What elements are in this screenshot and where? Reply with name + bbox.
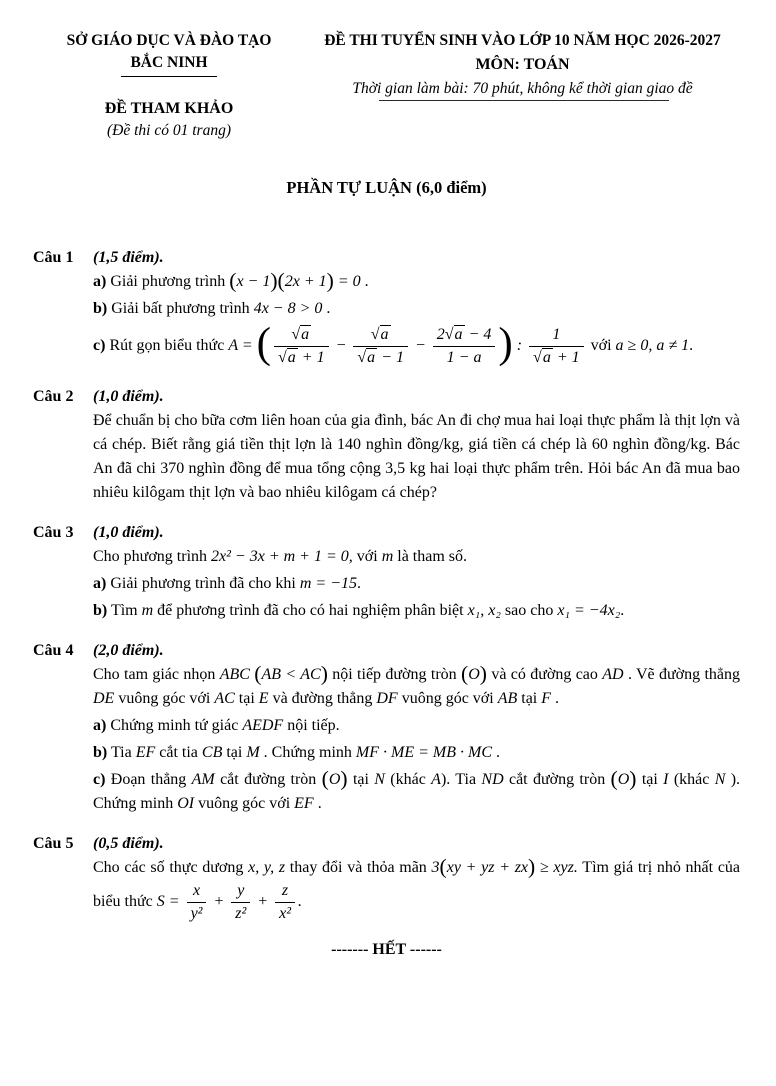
math-segment: + 1 (552, 349, 580, 366)
text-segment: vuông góc với (114, 690, 215, 707)
math-segment: DE (93, 690, 115, 707)
question-label: Câu 3 (33, 524, 74, 541)
question-body (93, 521, 740, 623)
math-segment: = 0 (333, 273, 361, 290)
text-segment: . (492, 744, 501, 761)
math-segment: x, y, z (248, 859, 286, 876)
math-paren: ( (256, 320, 271, 368)
fraction-numerator (353, 325, 408, 347)
question-points: (0,5 điểm). (93, 835, 164, 852)
fraction-denominator (231, 903, 250, 924)
question-body (93, 246, 740, 369)
question-points: (1,5 điểm). (93, 249, 164, 266)
math-segment: OI (177, 795, 195, 812)
math-segment: m = −15 (299, 575, 358, 592)
math-segment: 2 (436, 326, 445, 343)
fraction (275, 881, 295, 924)
math-segment: N (714, 771, 726, 788)
radicand: a (380, 326, 389, 343)
question-body (93, 385, 740, 505)
math-paren: ) (498, 320, 513, 368)
header-left-block (33, 30, 305, 142)
text-segment: với (586, 337, 616, 355)
question-line (93, 741, 740, 765)
math-segment: AB (497, 690, 518, 707)
math-segment: EF (135, 744, 156, 761)
header-right-block (305, 30, 740, 101)
question-body (93, 832, 740, 925)
item-marker: a) (93, 273, 107, 290)
math-segment: AD (602, 666, 624, 683)
question-line (93, 320, 740, 369)
math-paren: ) (270, 268, 278, 293)
question-line (93, 714, 740, 738)
province-name: BẮC NINH (121, 52, 216, 77)
item-marker: c) (93, 771, 106, 788)
text-segment: Tìm (107, 602, 142, 619)
math-segment: − 1 (377, 349, 404, 366)
math-segment: + (253, 893, 273, 911)
fraction (231, 881, 250, 924)
text-segment: cắt tia (155, 744, 202, 761)
text-segment: tại (636, 771, 664, 788)
text-segment: vuông góc với (194, 795, 295, 812)
text-segment: . (357, 575, 362, 592)
math-segment: y² (190, 905, 203, 922)
province-name-wrap (33, 52, 305, 77)
math-segment: AM (191, 771, 215, 788)
text-segment: và có đường cao (486, 666, 603, 683)
text-segment: cắt đường tròn (503, 771, 611, 788)
text-segment: (khác (668, 771, 715, 788)
question-label: Câu 2 (33, 388, 74, 405)
text-segment: Giải phương trình đã cho khi (106, 575, 300, 592)
fraction (187, 881, 207, 924)
fraction-numerator (275, 881, 295, 903)
question-line (93, 297, 740, 321)
math-segment: A (431, 771, 441, 788)
fraction-numerator (433, 325, 496, 347)
math-paren: ( (610, 766, 618, 791)
math-segment: x − 1 (236, 273, 271, 290)
fraction (433, 325, 496, 368)
text-segment: Rút gọn biểu thức (105, 337, 229, 355)
math-segment: ABC (219, 666, 250, 683)
fraction (529, 325, 584, 368)
text-segment: nội tiếp đường tròn (327, 666, 461, 683)
math-segment: 2x² − 3x + m + 1 = 0, (211, 548, 353, 565)
text-segment: thay đổi và thỏa mãn (285, 859, 432, 876)
question-line (93, 768, 740, 816)
text-segment: Để chuẩn bị cho bữa cơm liên hoan của gia đình, bác An đi chợ mua hai loại thực phẩm là thịt lợn và cá chép. Biết rằng giá tiền thịt lợn là 140 nghìn đồng/kg, giá tiền cá chép là 60 nghìn đồng/kg. Bác An đã chi 370 nghìn đồng để mua tổng cộng 3,5 kg hai loại thực phẩm trên. Hỏi bác An đã mua bao nhiêu kilôgam thịt lợn và bao nhiêu kilôgam cá chép? (93, 412, 740, 501)
text-segment: tại (347, 771, 375, 788)
math-segment: 1 − a (446, 349, 482, 366)
text-segment: (khác (384, 771, 432, 788)
math-segment: N (374, 771, 385, 788)
item-marker: b) (93, 744, 108, 761)
text-segment: Giải phương trình (106, 273, 230, 290)
math-segment: y (237, 882, 245, 899)
item-marker: a) (93, 717, 107, 734)
duration-underline (379, 100, 668, 101)
question-line (93, 856, 740, 925)
exam-title: ĐỀ THI TUYỂN SINH VÀO LỚP 10 NĂM HỌC 2026-2027 (324, 32, 721, 49)
math-segment: + 1 (297, 349, 325, 366)
math-segment: x₁ = −4x₂ (557, 602, 621, 619)
text-segment: sao cho (500, 602, 558, 619)
question-body (93, 639, 740, 816)
text-segment: . Vẽ đường thẳng (623, 666, 741, 683)
question (33, 246, 740, 369)
radical-sign: √ (533, 349, 542, 366)
math-segment: AC (214, 690, 235, 707)
radical-sign: √ (291, 326, 301, 343)
fraction-numerator (529, 325, 584, 347)
question (33, 521, 740, 623)
text-segment: là tham số. (393, 548, 468, 565)
math-segment: a ≥ 0, a ≠ 1 (615, 337, 690, 355)
item-marker: a) (93, 575, 107, 592)
fraction-denominator (433, 347, 496, 368)
text-segment: tại (517, 690, 542, 707)
sqrt-expression (445, 325, 465, 343)
math-segment: A = (228, 337, 257, 355)
exam-duration (352, 78, 692, 101)
exam-type: ĐỀ THAM KHẢO (104, 100, 234, 117)
math-paren: ( (229, 268, 237, 293)
radicand: a (287, 349, 296, 366)
text-segment: . Chứng minh (259, 744, 356, 761)
math-segment: O (468, 666, 480, 683)
math-paren: ( (439, 854, 447, 879)
text-segment: Đoạn thẳng (105, 771, 192, 788)
question (33, 385, 740, 505)
question-line (93, 545, 740, 569)
text-segment: để phương trình đã cho có hai nghiệm phân biệt (153, 602, 468, 619)
question-points: (1,0 điểm). (93, 524, 164, 541)
question-label: Câu 4 (33, 642, 74, 659)
math-segment: M (246, 744, 260, 761)
text-segment: nội tiếp. (283, 717, 340, 734)
math-paren: ) (528, 854, 536, 879)
math-paren: ) (340, 766, 348, 791)
fraction-denominator (274, 347, 329, 368)
math-segment: AEDF (242, 717, 284, 734)
math-segment: 3 (431, 859, 440, 876)
math-segment: . (298, 893, 302, 911)
text-segment: với (352, 548, 382, 565)
math-segment: xy + yz + zx (446, 859, 529, 876)
end-marker: ------- HẾT ------ (331, 941, 442, 958)
text-segment: Giải bất phương trình (107, 300, 254, 317)
math-paren: ( (254, 661, 262, 686)
text-segment: ). Tia (440, 771, 482, 788)
radical-sign: √ (370, 326, 380, 343)
math-paren: ) (326, 268, 334, 293)
exam-duration-text: Thời gian làm bài: 70 phút, không kể thời gian giao đề (352, 80, 693, 97)
math-segment: EF (294, 795, 314, 812)
math-segment: F (541, 690, 552, 707)
question (33, 639, 740, 816)
math-segment: : (512, 337, 527, 355)
math-segment: x₁, x₂ (467, 602, 501, 619)
math-segment: 1 (552, 326, 561, 343)
page-count-note: (Đề thi có 01 trang) (107, 122, 231, 139)
text-segment: Tìm giá trị nhỏ nhất của biểu thức (93, 859, 741, 911)
text-segment: . (322, 300, 331, 317)
math-segment: AB < AC (261, 666, 321, 683)
fraction-denominator (275, 903, 295, 924)
item-marker: b) (93, 602, 108, 619)
math-segment: m (141, 602, 154, 619)
sqrt-expression (533, 348, 553, 366)
exam-header (33, 30, 740, 142)
department-name: SỞ GIÁO DỤC VÀ ĐÀO TẠO (66, 32, 272, 49)
math-paren: ( (277, 268, 285, 293)
text-segment: tại (234, 690, 259, 707)
text-segment: tại (222, 744, 247, 761)
text-segment: Cho tam giác nhọn (93, 666, 220, 683)
fraction-denominator (529, 347, 584, 368)
math-segment: z² (235, 905, 247, 922)
radical-sign: √ (357, 349, 367, 366)
sqrt-expression (278, 348, 298, 366)
fraction-numerator (231, 881, 250, 903)
text-segment: . (689, 337, 694, 355)
text-segment: ). Chứng minh (93, 771, 741, 812)
math-segment: S = (156, 893, 184, 911)
math-paren: ( (461, 661, 469, 686)
text-segment: cắt đường tròn (214, 771, 322, 788)
math-segment: z (281, 882, 289, 899)
question-line (93, 599, 740, 623)
question-points: (1,0 điểm). (93, 388, 164, 405)
math-segment: − (331, 337, 351, 355)
sqrt-expression (371, 325, 391, 343)
question-line (93, 663, 740, 711)
math-paren: ( (321, 766, 329, 791)
math-segment: CB (201, 744, 223, 761)
questions (33, 246, 740, 925)
text-segment: vuông góc với (397, 690, 498, 707)
math-segment: m (381, 548, 394, 565)
math-segment: I (663, 771, 669, 788)
question-line (93, 270, 740, 294)
sqrt-expression (357, 348, 377, 366)
math-paren: ) (320, 661, 328, 686)
section-title: PHẦN TỰ LUẬN (6,0 điểm) (286, 178, 487, 197)
fraction-numerator (274, 325, 329, 347)
math-segment: E (258, 690, 269, 707)
question-line (93, 409, 740, 505)
fraction (353, 325, 408, 368)
math-segment: O (617, 771, 630, 788)
math-segment: O (328, 771, 341, 788)
radicand: a (367, 349, 376, 366)
math-segment: DF (376, 690, 398, 707)
math-segment: 2x + 1 (284, 273, 327, 290)
math-paren: ) (479, 661, 487, 686)
question-line (93, 572, 740, 596)
text-segment: Cho các số thực dương (93, 859, 249, 876)
math-segment: x² (279, 905, 291, 922)
math-segment: + (209, 893, 229, 911)
item-marker: b) (93, 300, 108, 317)
math-segment: MF · ME = MB · MC (355, 744, 493, 761)
question (33, 832, 740, 925)
math-segment: ≥ xyz. (535, 859, 578, 876)
text-segment: Chứng minh tứ giác (106, 717, 243, 734)
math-segment: − (410, 337, 430, 355)
text-segment: . (360, 273, 369, 290)
math-segment: ND (481, 771, 504, 788)
radical-sign: √ (278, 349, 287, 366)
question-label: Câu 1 (33, 249, 74, 266)
radicand: a (454, 326, 463, 343)
math-paren: ) (629, 766, 637, 791)
text-segment: Tia (107, 744, 136, 761)
fraction-denominator (187, 903, 207, 924)
exam-subject: MÔN: TOÁN (475, 56, 570, 73)
fraction (274, 325, 329, 368)
text-segment: Cho phương trình (93, 548, 212, 565)
item-marker: c) (93, 337, 106, 355)
math-segment: − 4 (464, 326, 492, 343)
text-segment: . (313, 795, 322, 812)
question-points: (2,0 điểm). (93, 642, 164, 659)
math-segment: 4x − 8 > 0 (253, 300, 323, 317)
question-label: Câu 5 (33, 835, 74, 852)
fraction-numerator (187, 881, 207, 903)
radical-sign: √ (444, 326, 454, 343)
math-segment: x (192, 882, 201, 899)
text-segment: . (551, 690, 560, 707)
radicand: a (542, 349, 551, 366)
text-segment: . (620, 602, 625, 619)
text-segment: và đường thẳng (268, 690, 377, 707)
fraction-denominator (353, 347, 408, 368)
sqrt-expression (291, 325, 311, 343)
radicand: a (301, 326, 310, 343)
